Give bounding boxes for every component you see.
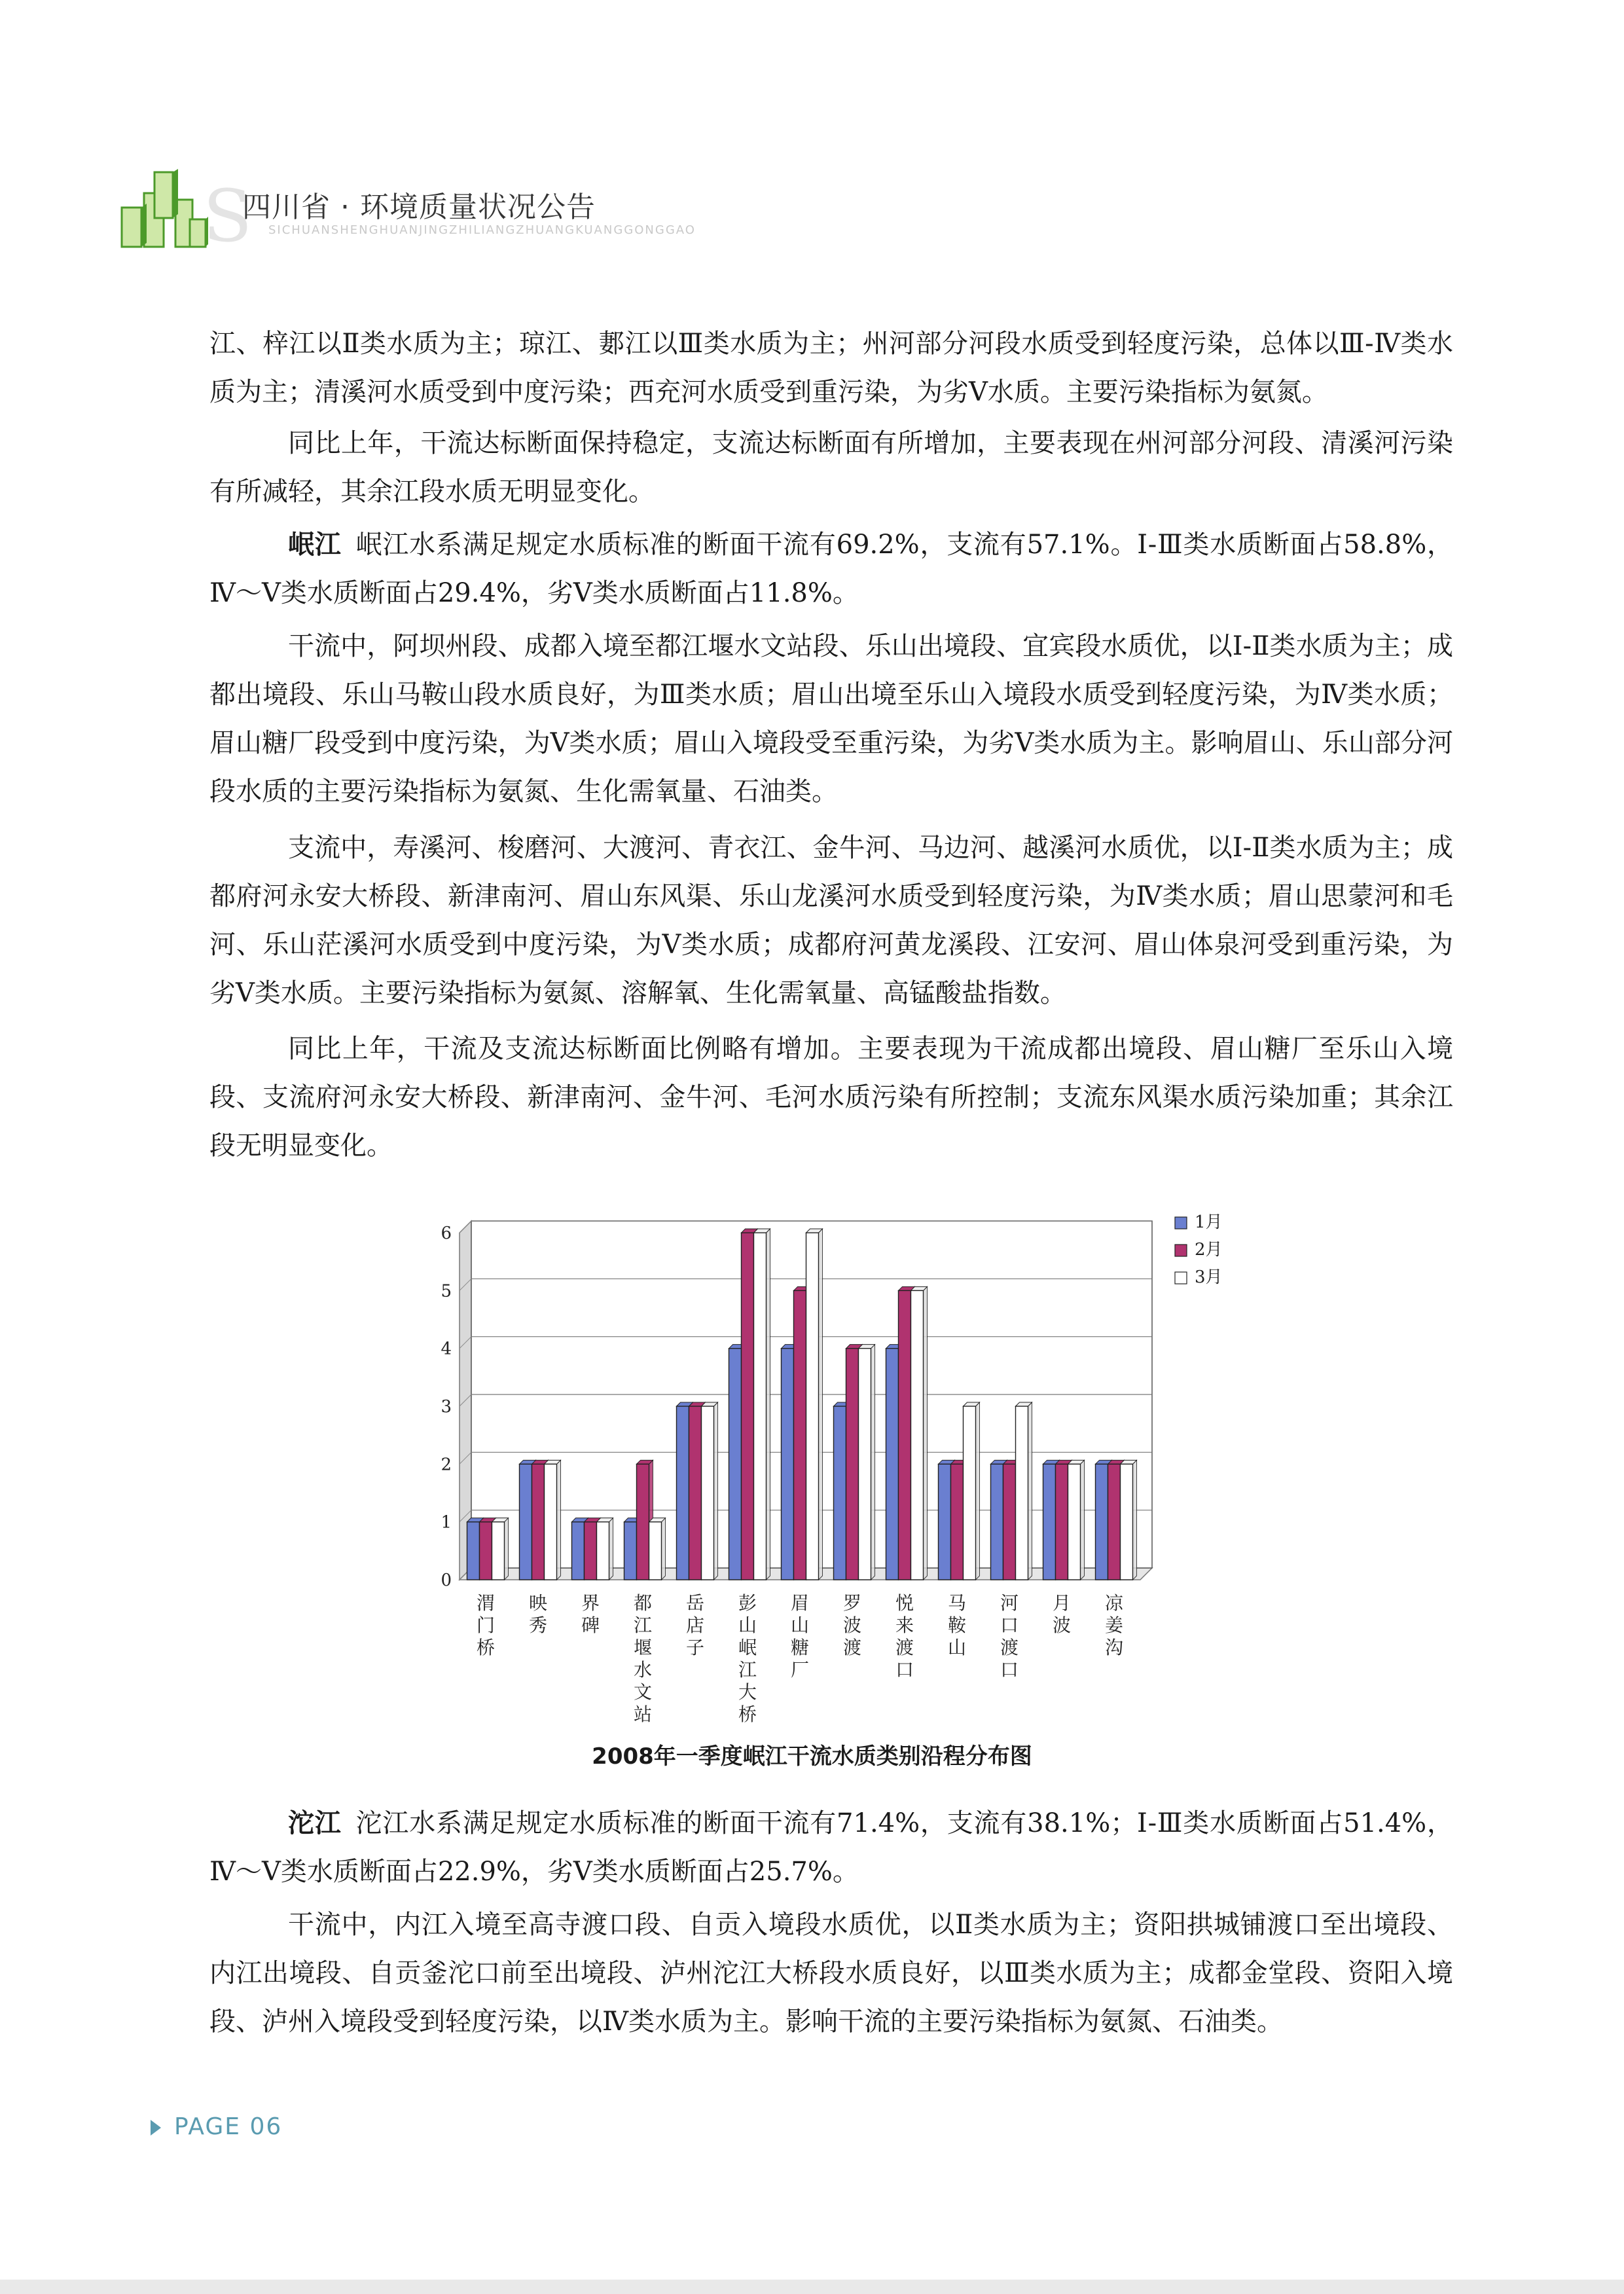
bar	[585, 1522, 597, 1580]
x-tick-label: 眉山糖厂	[790, 1592, 810, 1681]
paragraph-8: 干流中，内江入境至高寺渡口段、自贡入境段水质优，以Ⅱ类水质为主；资阳拱城铺渡口至出境段、内江出境段、自贡釜沱口前至出境段、泸州沱江大桥段水质良好，以Ⅲ类水质为主；成都金堂段、资阳入境段、泸州入境段受到轻度污染，以Ⅳ类水质为主。影响干流的主要污染指标为氨氮、石油类。	[209, 1910, 1453, 2037]
bar	[1056, 1464, 1068, 1580]
bar	[834, 1406, 846, 1580]
x-tick-label: 映秀	[528, 1592, 548, 1636]
y-tick-label: 3	[441, 1397, 452, 1417]
x-tick-label: 河口渡口	[1000, 1592, 1019, 1681]
header-ghost-letter: S	[203, 174, 253, 258]
bar	[624, 1522, 637, 1580]
legend-label: 3月	[1195, 1267, 1223, 1287]
bar-side	[871, 1345, 875, 1580]
bar-side	[505, 1518, 509, 1580]
bar-side	[819, 1229, 823, 1580]
bar-side	[609, 1518, 613, 1580]
bar	[991, 1464, 1003, 1580]
buildings-logo-icon	[118, 167, 209, 252]
bar	[1121, 1464, 1133, 1580]
bar	[689, 1406, 702, 1580]
bar	[480, 1522, 492, 1580]
y-tick-label: 2	[441, 1455, 452, 1475]
chart-caption: 2008年一季度岷江干流水质类别沿程分布图	[592, 1743, 1032, 1770]
x-tick-label: 凉姜沟	[1104, 1592, 1124, 1658]
page-number: PAGE 06	[174, 2113, 283, 2140]
bar	[637, 1464, 649, 1580]
x-tick-label: 界碑	[581, 1592, 600, 1636]
legend-label: 1月	[1195, 1212, 1223, 1232]
bar-side	[714, 1402, 718, 1580]
bar	[951, 1464, 964, 1580]
bar	[859, 1349, 871, 1580]
bar	[846, 1349, 859, 1580]
bar	[939, 1464, 951, 1580]
paragraph-4: 干流中，阿坝州段、成都入境至都江堰水文站段、乐山出境段、宜宾段水质优，以Ⅰ-Ⅱ类水质为主；成都出境段、乐山马鞍山段水质良好，为Ⅲ类水质；眉山出境至乐山入境段水质受到轻度污染，为Ⅳ类水质；眉山糖厂段受到中度污染，为Ⅴ类水质；眉山入境段受至重污染，为劣Ⅴ类水质为主。影响眉山、乐山部分河段水质的主要污染指标为氨氮、生化需氧量、石油类。	[209, 631, 1453, 807]
x-tick-label: 罗波渡	[842, 1592, 862, 1658]
y-tick-label: 0	[441, 1571, 452, 1590]
x-tick-label: 悦来渡口	[895, 1592, 914, 1681]
bar	[492, 1522, 505, 1580]
bar-side	[924, 1286, 928, 1580]
paragraph-minjiang: 岷江 岷江水系满足规定水质标准的断面干流有69.2%，支流有57.1%。Ⅰ-Ⅲ类水质断面占58.8%，Ⅳ～Ⅴ类水质断面占29.4%，劣Ⅴ类水质断面占11.8%。	[209, 529, 1453, 608]
x-tick-label: 月波	[1052, 1592, 1072, 1636]
section-heading-minjiang: 岷江	[288, 529, 342, 560]
bar-side	[1133, 1460, 1137, 1580]
bar-side	[976, 1402, 980, 1580]
bar-side	[662, 1518, 666, 1580]
x-tick-label: 彭山岷江大桥	[738, 1592, 757, 1725]
y-tick-label: 6	[441, 1224, 452, 1243]
y-tick-label: 5	[441, 1281, 452, 1302]
bar-side	[557, 1460, 561, 1580]
paragraph-tuojiang: 沱江 沱江水系满足规定水质标准的断面干流有71.4%，支流有38.1%；Ⅰ-Ⅲ类水质断面占51.4%，Ⅳ～Ⅴ类水质断面占22.9%，劣Ⅴ类水质断面占25.7%。	[209, 1808, 1453, 1887]
x-tick-label: 马鞍山	[947, 1592, 967, 1658]
bar	[754, 1233, 767, 1580]
header-title: 四川省 · 环境质量状况公告	[242, 191, 596, 224]
bar	[677, 1406, 689, 1580]
bar	[1003, 1464, 1016, 1580]
bar	[467, 1522, 480, 1580]
bar-side	[1028, 1402, 1032, 1580]
bar	[729, 1349, 742, 1580]
x-tick-label: 岳店子	[685, 1592, 705, 1658]
bar	[520, 1464, 532, 1580]
bar	[532, 1464, 545, 1580]
bar	[1016, 1406, 1028, 1580]
bar	[806, 1233, 819, 1580]
bar-side	[1081, 1460, 1085, 1580]
page-header	[118, 167, 1034, 272]
bar	[742, 1233, 754, 1580]
paragraph-1: 江、梓江以Ⅱ类水质为主；琼江、郪江以Ⅲ类水质为主；州河部分河段水质受到轻度污染，总体以Ⅲ-Ⅳ类水质为主；清溪河水质受到中度污染；西充河水质受到重污染，为劣Ⅴ水质。主要污染指标为氨氮。	[209, 329, 1453, 407]
triangle-icon	[151, 2120, 161, 2136]
bar	[1043, 1464, 1056, 1580]
bar	[782, 1349, 794, 1580]
legend-swatch	[1175, 1272, 1187, 1284]
bottom-band	[0, 2280, 1624, 2294]
bar	[964, 1406, 976, 1580]
bar	[911, 1290, 924, 1580]
bar	[597, 1522, 609, 1580]
page-footer	[151, 2113, 282, 2140]
legend-swatch	[1175, 1217, 1187, 1229]
bar-chart	[432, 1205, 1244, 1728]
paragraph-5: 支流中，寿溪河、梭磨河、大渡河、青衣江、金牛河、马边河、越溪河水质优，以Ⅰ-Ⅱ类水质为主；成都府河永安大桥段、新津南河、眉山东风渠、乐山龙溪河水质受到轻度污染，为Ⅳ类水质；眉山思蒙河和毛河、乐山茫溪河水质受到中度污染，为Ⅴ类水质；成都府河黄龙溪段、江安河、眉山体泉河受到重污染，为劣Ⅴ类水质。主要污染指标为氨氮、溶解氧、生化需氧量、高锰酸盐指数。	[209, 833, 1453, 1008]
y-tick-label: 4	[441, 1339, 452, 1359]
legend-label: 2月	[1195, 1240, 1223, 1260]
paragraph-6: 同比上年，干流及支流达标断面比例略有增加。主要表现为干流成都出境段、眉山糖厂至乐山入境段、支流府河永安大桥段、新津南河、金牛河、毛河水质污染有所控制；支流东风渠水质污染加重；其余江段无明显变化。	[209, 1034, 1453, 1161]
bar	[794, 1290, 806, 1580]
y-tick-label: 1	[441, 1512, 452, 1533]
bar	[545, 1464, 557, 1580]
bar	[899, 1290, 911, 1580]
section-heading-tuojiang: 沱江	[288, 1808, 342, 1838]
bar	[572, 1522, 585, 1580]
header-subtitle: SICHUANSHENGHUANJINGZHILIANGZHUANGKUANGGONGGAO	[268, 223, 696, 237]
bar	[1068, 1464, 1081, 1580]
bar	[649, 1522, 662, 1580]
x-tick-label: 都江堰水文站	[633, 1592, 653, 1725]
x-tick-label: 渭门桥	[476, 1592, 496, 1658]
bar	[702, 1406, 714, 1580]
legend-swatch	[1175, 1245, 1187, 1256]
bar-side	[767, 1229, 770, 1580]
paragraph-2: 同比上年，干流达标断面保持稳定，支流达标断面有所增加，主要表现在州河部分河段、清溪河污染有所减轻，其余江段水质无明显变化。	[209, 428, 1453, 507]
bar	[1096, 1464, 1108, 1580]
bar	[886, 1349, 899, 1580]
bar	[1108, 1464, 1121, 1580]
